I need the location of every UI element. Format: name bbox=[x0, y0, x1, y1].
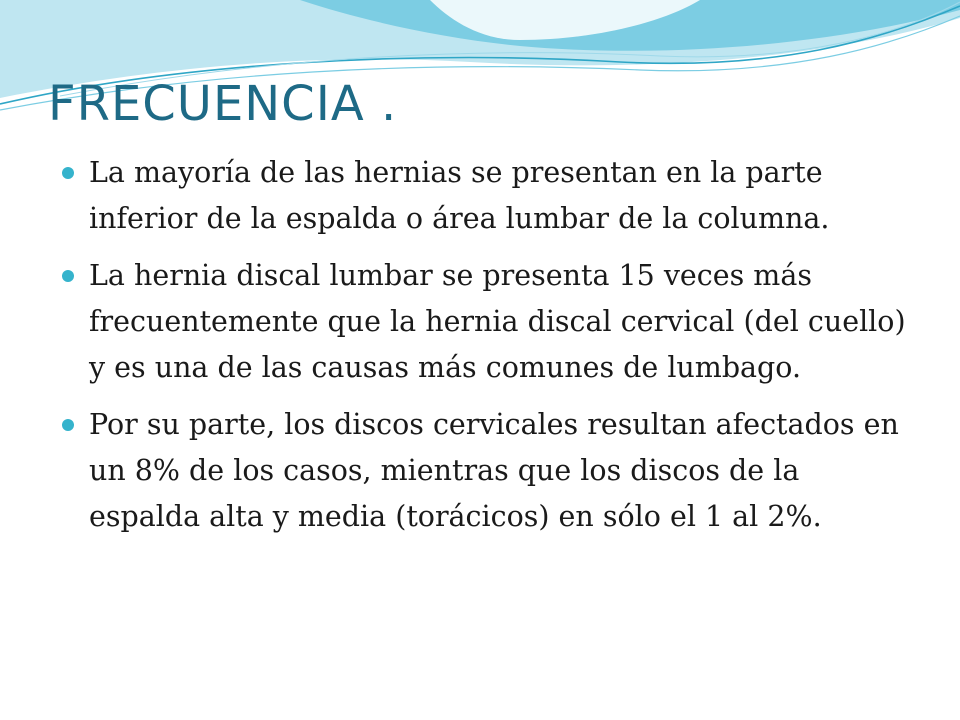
slide-title: FRECUENCIA . bbox=[48, 76, 398, 132]
bullet-item bbox=[62, 253, 912, 391]
bullet-dot-icon bbox=[62, 270, 74, 282]
bullet-dot-icon bbox=[62, 167, 74, 179]
bullet-text: La hernia discal lumbar se presenta 15 veces más frecuentemente que la hernia discal cervical (del cuello) y es una de las causas más comunes de lumbago. bbox=[89, 259, 906, 384]
bullet-list bbox=[62, 150, 912, 551]
bullet-item bbox=[62, 402, 912, 540]
bullet-dot-icon bbox=[62, 419, 74, 431]
bullet-text: La mayoría de las hernias se presentan en la parte inferior de la espalda o área lumbar de la columna. bbox=[89, 156, 830, 235]
bullet-text: Por su parte, los discos cervicales resultan afectados en un 8% de los casos, mientras que los discos de la espalda alta y media (torácicos) en sólo el 1 al 2%. bbox=[89, 408, 899, 533]
bullet-item bbox=[62, 150, 912, 242]
